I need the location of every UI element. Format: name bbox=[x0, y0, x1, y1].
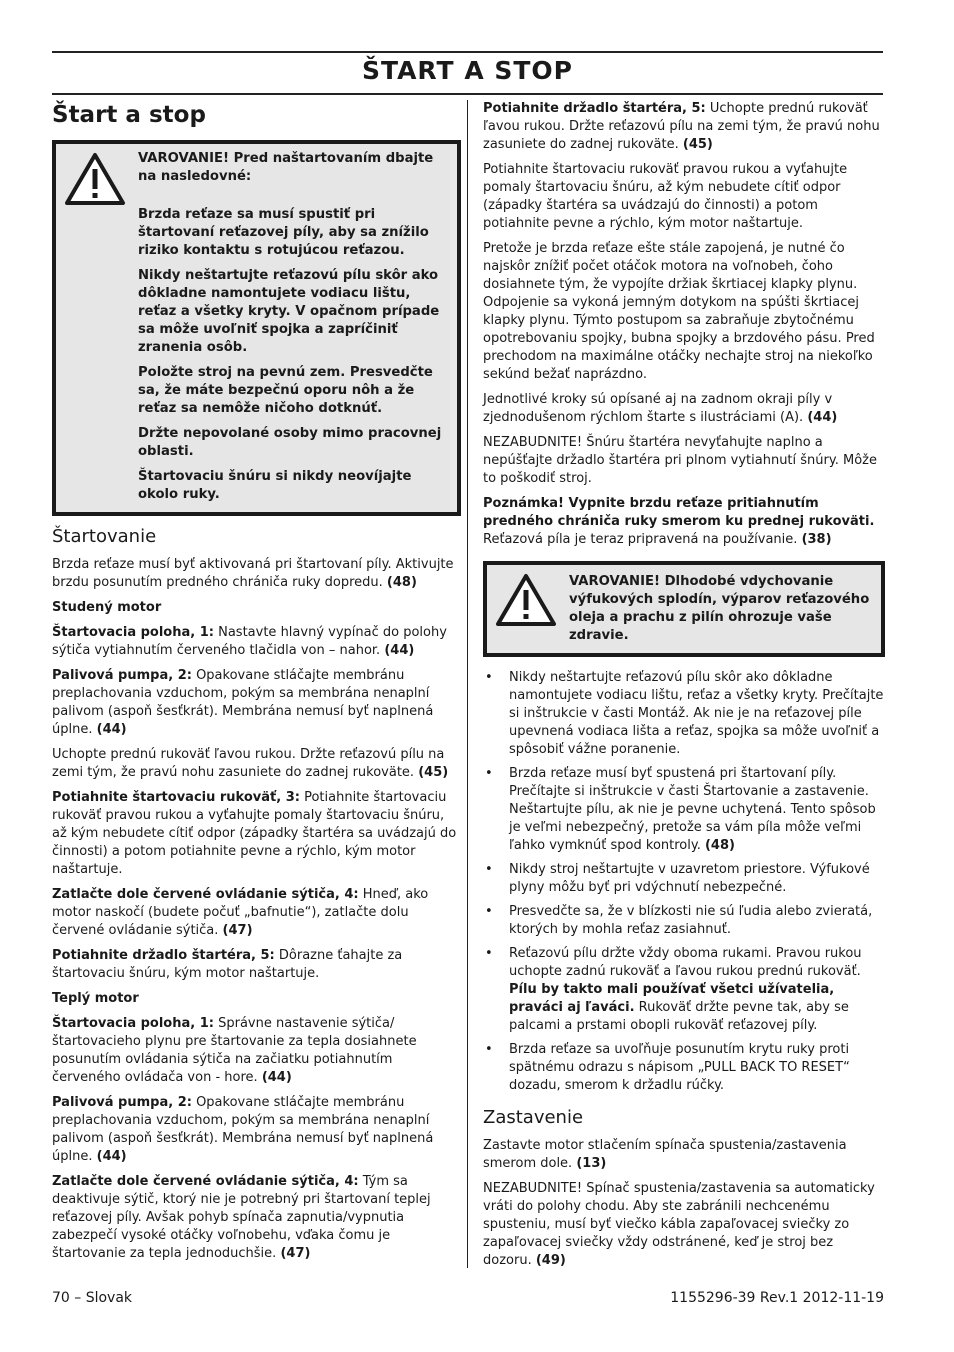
warning-text: Nikdy neštartujte reťazovú pílu skôr ako dôkladne namontujete vodiacu lištu, reťaz a všetky kryty. V opačnom prípade sa môže uvoľniť spojka a zapríčiniť zranenia osôb. bbox=[138, 268, 440, 355]
sub-heading: Teplý motor bbox=[52, 991, 139, 1006]
figure-ref: (45) bbox=[418, 765, 449, 780]
header-top-rule bbox=[52, 51, 883, 53]
list-item: • Nikdy neštartujte reťazovú pílu skôr ako dôkladne namontujete vodiacu lištu, reťaz a všetky kryty. Prečítajte si inštrukcie v časti Montáž. Ak nie je na reťazovej píle upevnená vodiaca lišta a reťaz, spojka sa môže uvoľniť a spôsobiť vážne poranenie. bbox=[483, 669, 885, 759]
header-bottom-rule bbox=[52, 93, 883, 95]
list-item: • Presvedčte sa, že v blízkosti nie sú ľudia alebo zvieratá, ktorých by mohla reťaz zasiahnuť. bbox=[483, 903, 885, 939]
paragraph: Zastavte motor stlačením spínača spustenia/zastavenia smerom dole. (13) bbox=[483, 1138, 847, 1171]
paragraph: Štartovacia poloha, 1: Správne nastavenie sýtiča/ štartovacieho plynu pre štartovanie za tepla dosiahnete posunutím ovládania sýtiča na začiatku potiahnutím červeného ovládača von - hore. (44) bbox=[52, 1016, 417, 1085]
right-column bbox=[483, 100, 885, 1277]
paragraph: Zatlačte dole červené ovládanie sýtiča, 4: Tým sa deaktivuje sýtič, ktorý nie je potrebný pri štartovaní teplej reťazovej píly. Avšak pohyb spínača zapnutia/vypnutia zabezpečí vysoké otáčky voľnobehu, vďaka čomu je štartovanie za tepla jednoduchšie. (47) bbox=[52, 1174, 431, 1261]
warning-triangle-icon bbox=[64, 152, 126, 206]
paragraph: Pretože je brzda reťaze ešte stále zapojená, je nutné čo najskôr znížiť počet otáčok motora na voľnobeh, čoho dosiahnete tým, že vypojíte držiak škrtiacej klapky plynu. Odpojenie sa vykoná jemným dotykom na spúšti škrtiacej klapky plynu. Týmto postupom sa zabraňuje zbytočnému opotrebovaniu spojky, bubna spojky a brzdového pásu. Pred prechodom na maximálne otáčky nechajte stroj na niekoľko sekúnd bežať naprázdno. bbox=[483, 241, 875, 382]
paragraph: Zatlačte dole červené ovládanie sýtiča, 4: Hneď, ako motor naskočí (budete počuť „bafnutie“), zatlačte dolu červené ovládanie sýtiča. (47) bbox=[52, 887, 429, 938]
figure-ref: (44) bbox=[261, 1070, 292, 1085]
footer-page-number: 70 – Slovak bbox=[52, 1290, 133, 1306]
paragraph: Jednotlivé kroky sú opísané aj na zadnom okraji píly v zjednodušenom rýchlom štarte s ilustráciami (A). (44) bbox=[483, 392, 838, 425]
paragraph: Štartovacia poloha, 1: Nastavte hlavný vypínač do polohy sýtiča vytiahnutím červeného tlačidla von – nahor. (44) bbox=[52, 625, 447, 658]
figure-ref: (49) bbox=[535, 1253, 566, 1268]
warning-text: Brzda reťaze sa musí spustiť pri štartovaní reťazovej píly, aby sa znížilo riziko kontaktu s rotujúcou reťazou. bbox=[138, 207, 429, 258]
left-column bbox=[52, 100, 461, 1270]
list-item: • Brzda reťaze sa uvoľňuje posunutím krytu ruky proti spätnému odrazu s nápisom „PULL BACK TO RESET“ dozadu, smerom k držadlu rúčky. bbox=[483, 1041, 885, 1095]
bullet-list bbox=[483, 669, 885, 1095]
figure-ref: (13) bbox=[576, 1156, 607, 1171]
paragraph: NEZABUDNITE! Šnúru štartéra nevyťahujte naplno a nepúšťajte držadlo štartéra pri plnom vytiahnutí šnúry. Môže to poškodiť stroj. bbox=[483, 435, 877, 486]
paragraph: Potiahnite držadlo štartéra, 5: Uchopte prednú rukoväť ľavou rukou. Držte reťazovú pílu na zemi tým, že pravú nohu zasuniete do zadnej rukoväte. (45) bbox=[483, 101, 880, 152]
sub-heading: Studený motor bbox=[52, 600, 162, 615]
figure-ref: (47) bbox=[222, 923, 253, 938]
figure-ref: (47) bbox=[280, 1246, 311, 1261]
figure-ref: (44) bbox=[384, 643, 415, 658]
section-heading: Štart a stop bbox=[52, 102, 206, 128]
subsection-heading: Štartovanie bbox=[52, 526, 157, 547]
figure-ref: (38) bbox=[801, 532, 832, 547]
column-divider bbox=[467, 100, 468, 1268]
paragraph: Palivová pumpa, 2: Opakovane stláčajte membránu preplachovania vzduchom, pokým sa membrána nenaplní palivom (aspoň šesťkrát). Membrána nemusí byť naplnená úplne. (44) bbox=[52, 1095, 434, 1164]
paragraph: Brzda reťaze musí byť aktivovaná pri štartovaní píly. Aktivujte brzdu posunutím predného chrániča ruky dopredu. (48) bbox=[52, 557, 454, 590]
list-item: • Nikdy stroj neštartujte v uzavretom priestore. Výfukové plyny môžu byť pri vdýchnutí nebezpečné. bbox=[483, 861, 885, 897]
paragraph: Uchopte prednú rukoväť ľavou rukou. Držte reťazovú pílu na zemi tým, že pravú nohu zasuniete do zadnej rukoväte. (45) bbox=[52, 747, 449, 780]
paragraph: NEZABUDNITE! Spínač spustenia/zastavenia sa automaticky vráti do polohy chodu. Aby ste zabránili nechcenému spusteniu, musí byť viečko kábla zapaľovacej sviečky zo zapaľovacej sviečky vždy odstránené, keď je stroj bez dozoru. (49) bbox=[483, 1181, 875, 1268]
figure-ref: (44) bbox=[96, 1149, 127, 1164]
list-item: • Brzda reťaze musí byť spustená pri štartovaní píly. Prečítajte si inštrukcie v časti Štartovanie a zastavenie. Neštartujte pílu, ak nie je pevne uchytená. Tento spôsob je veľmi nebezpečný, pretože sa vám píla môže veľmi ľahko vymknúť spod kontroly. (48) bbox=[483, 765, 885, 855]
figure-ref: (48) bbox=[704, 838, 735, 853]
warning-text: Držte nepovolané osoby mimo pracovnej oblasti. bbox=[138, 426, 442, 459]
page-title: ŠTART A STOP bbox=[361, 56, 574, 85]
paragraph: Palivová pumpa, 2: Opakovane stláčajte membránu preplachovania vzduchom, pokým sa membrána nenaplní palivom (aspoň šesťkrát). Membrána nemusí byť naplnená úplne. (44) bbox=[52, 668, 434, 737]
warning-box bbox=[483, 561, 885, 657]
paragraph: Potiahnite štartovaciu rukoväť pravou rukou a vyťahujte pomaly štartovaciu šnúru, až kým nebudete cítiť odpor (západky štartéra sa uvádzajú do činnosti) a potom potiahnite pevne a rýchlo, kým motor naštartuje. bbox=[483, 162, 848, 231]
figure-ref: (44) bbox=[96, 722, 127, 737]
paragraph: Potiahnite držadlo štartéra, 5: Dôrazne ťahajte za štartovaciu šnúru, kým motor naštartuje. bbox=[52, 948, 403, 981]
footer-doc-revision: 1155296-39 Rev.1 2012-11-19 bbox=[670, 1290, 884, 1306]
figure-ref: (44) bbox=[807, 410, 838, 425]
warning-text: Položte stroj na pevnú zem. Presvedčte sa, že máte bezpečnú oporu nôh a že reťaz sa nemôže ničoho dotknúť. bbox=[138, 365, 433, 416]
warning-box bbox=[52, 140, 461, 516]
warning-text: VAROVANIE! Dlhodobé vdychovanie výfukových splodín, výparov reťazového oleja a prachu z pilín ohrozuje vaše zdravie. bbox=[569, 574, 870, 643]
warning-triangle-icon bbox=[495, 573, 557, 627]
figure-ref: (48) bbox=[386, 575, 417, 590]
paragraph: Potiahnite štartovaciu rukoväť, 3: Potiahnite štartovaciu rukoväť pravou rukou a vyťahujte pomaly štartovaciu šnúru, až kým nebudete cítiť odpor (západky štartéra sa uvádzajú do činnosti) a potom potiahnite pevne a rýchlo, kým motor naštartuje. bbox=[52, 790, 457, 877]
list-item: • Reťazovú pílu držte vždy oboma rukami. Pravou rukou uchopte zadnú rukoväť a ľavou rukou prednú rukoväť. Pílu by takto mali používať všetci užívatelia, praváci aj ľaváci. Rukoväť držte pevne tak, aby se palcami a prstami obopli rukoväť reťazovej píly. bbox=[483, 945, 885, 1035]
warning-text: Štartovaciu šnúru si nikdy neovíjajte okolo ruky. bbox=[138, 469, 412, 502]
paragraph: Poznámka! Vypnite brzdu reťaze pritiahnutím predného chrániča ruky smerom ku prednej rukoväti. Reťazová píla je teraz pripravená na používanie. (38) bbox=[483, 496, 875, 547]
figure-ref: (45) bbox=[682, 137, 713, 152]
warning-text: VAROVANIE! Pred naštartovaním dbajte na nasledovné: bbox=[138, 151, 434, 184]
subsection-heading: Zastavenie bbox=[483, 1107, 584, 1128]
